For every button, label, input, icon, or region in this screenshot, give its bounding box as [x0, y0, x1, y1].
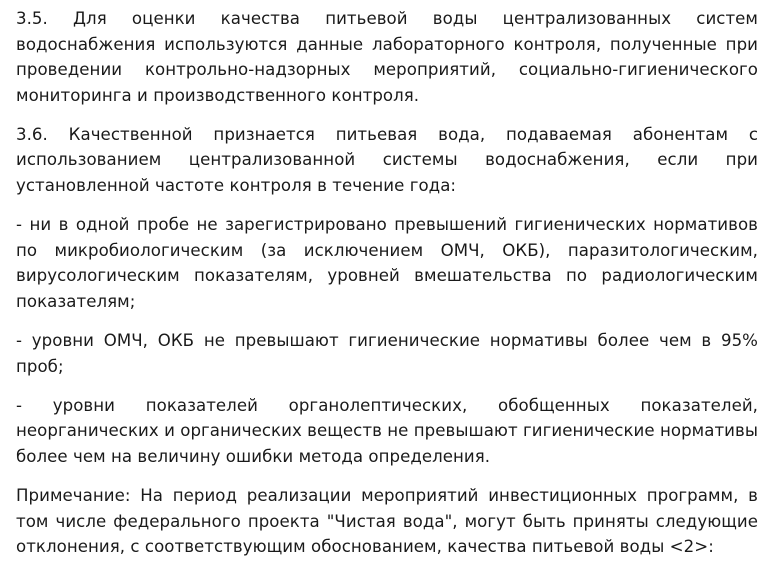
paragraph-3-6: 3.6. Качественной признается питьевая вода, подаваемая абонентам с использованием централизованной системы водоснабжения, если при установленной частоте контроля в течение года:: [16, 124, 758, 196]
document-body: [16, 6, 758, 573]
list-item-omch-okb: - уровни ОМЧ, ОКБ не превышают гигиенические нормативы более чем в 95% проб;: [16, 331, 758, 376]
list-item-organoleptic: - уровни показателей органолептических, обобщенных показателей, неорганических и органических веществ не превышают гигиенические нормативы более чем на величину ошибки метода определения.: [16, 395, 758, 466]
note-paragraph: Примечание: На период реализации мероприятий инвестиционных программ, в том числе федерального проекта "Чистая вода", могут быть приняты следующие отклонения, с соответствующим обоснованием, качества питьевой воды <2>:: [16, 486, 758, 557]
list-item-microbiological: - ни в одной пробе не зарегистрировано превышений гигиенических нормативов по микробиологическим (за исключением ОМЧ, ОКБ), паразитологическим, вирусологическим показателям, уровней вмешательства по радиологическим показателям;: [16, 215, 758, 311]
paragraph-3-5: 3.5. Для оценки качества питьевой воды централизованных систем водоснабжения используются данные лабораторного контроля, полученные при проведении контрольно-надзорных мероприятий, социально-гигиенического мониторинга и производственного контроля.: [16, 9, 758, 105]
